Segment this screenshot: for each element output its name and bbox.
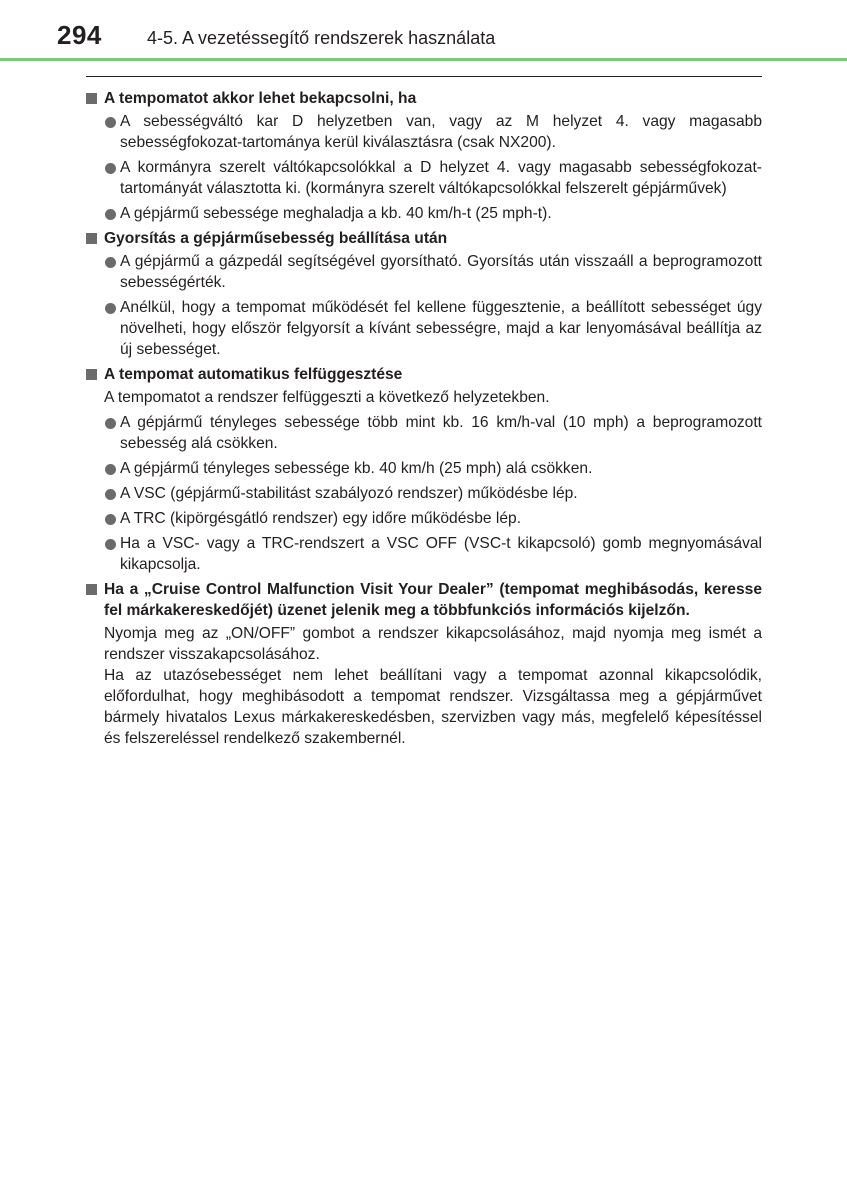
section-heading bbox=[86, 579, 762, 621]
section-heading bbox=[86, 364, 762, 385]
list-item bbox=[86, 203, 762, 224]
section-title: 4-5. A vezetéssegítő rendszerek használata bbox=[147, 28, 496, 48]
list-item bbox=[86, 297, 762, 360]
page-content bbox=[86, 88, 762, 753]
heading-text: Gyorsítás a gépjárműsebesség beállítása után bbox=[104, 230, 448, 247]
circle-bullet-icon bbox=[105, 514, 116, 525]
list-item-text: Ha a VSC- vagy a TRC-rendszert a VSC OFF (VSC-t kikapcsoló) gomb megnyomásával kikapcsolja. bbox=[120, 535, 762, 573]
section-automatic-suspension bbox=[86, 364, 762, 575]
list-item bbox=[86, 508, 762, 529]
square-bullet-icon bbox=[86, 369, 97, 380]
list-item-text: A gépjármű tényleges sebessége több mint kb. 16 km/h-val (10 mph) a beprogramozott sebesség alá csökken. bbox=[120, 414, 762, 452]
header-divider bbox=[0, 58, 847, 61]
circle-bullet-icon bbox=[105, 163, 116, 174]
list-item bbox=[86, 157, 762, 199]
circle-bullet-icon bbox=[105, 303, 116, 314]
list-item-text: Anélkül, hogy a tempomat működését fel kellene függesztenie, a beállított sebességet úgy növelheti, hogy először felgyorsít a kívánt sebességre, majd a kar lenyomásával beállítja az új sebességet. bbox=[120, 299, 762, 358]
square-bullet-icon bbox=[86, 93, 97, 104]
list-item bbox=[86, 483, 762, 504]
section-enable-conditions bbox=[86, 88, 762, 224]
square-bullet-icon bbox=[86, 233, 97, 244]
list-item-text: A gépjármű a gázpedál segítségével gyorsítható. Gyorsítás után visszaáll a beprogramozott sebességérték. bbox=[120, 253, 762, 291]
square-bullet-icon bbox=[86, 584, 97, 595]
circle-bullet-icon bbox=[105, 209, 116, 220]
page-header bbox=[0, 0, 847, 62]
circle-bullet-icon bbox=[105, 418, 116, 429]
heading-text: A tempomatot akkor lehet bekapcsolni, ha bbox=[104, 90, 417, 107]
list-item bbox=[86, 412, 762, 454]
list-item-text: A VSC (gépjármű-stabilitást szabályozó rendszer) működésbe lép. bbox=[120, 485, 578, 502]
list-item bbox=[86, 111, 762, 153]
page-number: 294 bbox=[57, 20, 102, 50]
heading-text: Ha a „Cruise Control Malfunction Visit Your Dealer” (tempomat meghibásodás, keresse fel márkakereskedőjét) üzenet jelenik meg a többfunkciós információs kijelzőn. bbox=[104, 581, 762, 619]
circle-bullet-icon bbox=[105, 257, 116, 268]
circle-bullet-icon bbox=[105, 539, 116, 550]
section-malfunction-message bbox=[86, 579, 762, 749]
list-item-text: A gépjármű sebessége meghaladja a kb. 40 km/h-t (25 mph-t). bbox=[120, 205, 552, 222]
circle-bullet-icon bbox=[105, 489, 116, 500]
list-item-text: A TRC (kipörgésgátló rendszer) egy időre működésbe lép. bbox=[120, 510, 522, 527]
circle-bullet-icon bbox=[105, 117, 116, 128]
section-heading bbox=[86, 228, 762, 249]
section-intro: A tempomatot a rendszer felfüggeszti a következő helyzetekben. bbox=[104, 389, 550, 406]
heading-text: A tempomat automatikus felfüggesztése bbox=[104, 366, 403, 383]
list-item bbox=[86, 533, 762, 575]
list-item-text: A kormányra szerelt váltókapcsolókkal a D helyzet 4. vagy magasabb sebességfokozat-tartományát választotta ki. (kormányra szerelt váltókapcsolókkal felszerelt gépjárművek) bbox=[120, 159, 762, 197]
list-item bbox=[86, 251, 762, 293]
body-paragraph: Ha az utazósebességet nem lehet beállítani vagy a tempomat azonnal kikapcsolódik, előfordulhat, hogy meghibásodott a tempomat rendszer. Vizsgáltassa meg a gépjárművet bármely hivatalos Lexus márkakereskedésben, szervizben vagy más, megfelelő képesítéssel és felszereléssel rendelkező szakembernél. bbox=[104, 667, 762, 747]
circle-bullet-icon bbox=[105, 464, 116, 475]
list-item bbox=[86, 458, 762, 479]
section-heading bbox=[86, 88, 762, 109]
content-divider bbox=[86, 76, 762, 77]
list-item-text: A sebességváltó kar D helyzetben van, vagy az M helyzet 4. vagy magasabb sebességfokozat-tartománya kerül kiválasztásra (csak NX200). bbox=[120, 113, 762, 151]
list-item-text: A gépjármű tényleges sebessége kb. 40 km/h (25 mph) alá csökken. bbox=[120, 460, 593, 477]
section-acceleration bbox=[86, 228, 762, 360]
body-paragraph: Nyomja meg az „ON/OFF” gombot a rendszer kikapcsolásához, majd nyomja meg ismét a rendszer visszakapcsolásához. bbox=[104, 625, 762, 663]
